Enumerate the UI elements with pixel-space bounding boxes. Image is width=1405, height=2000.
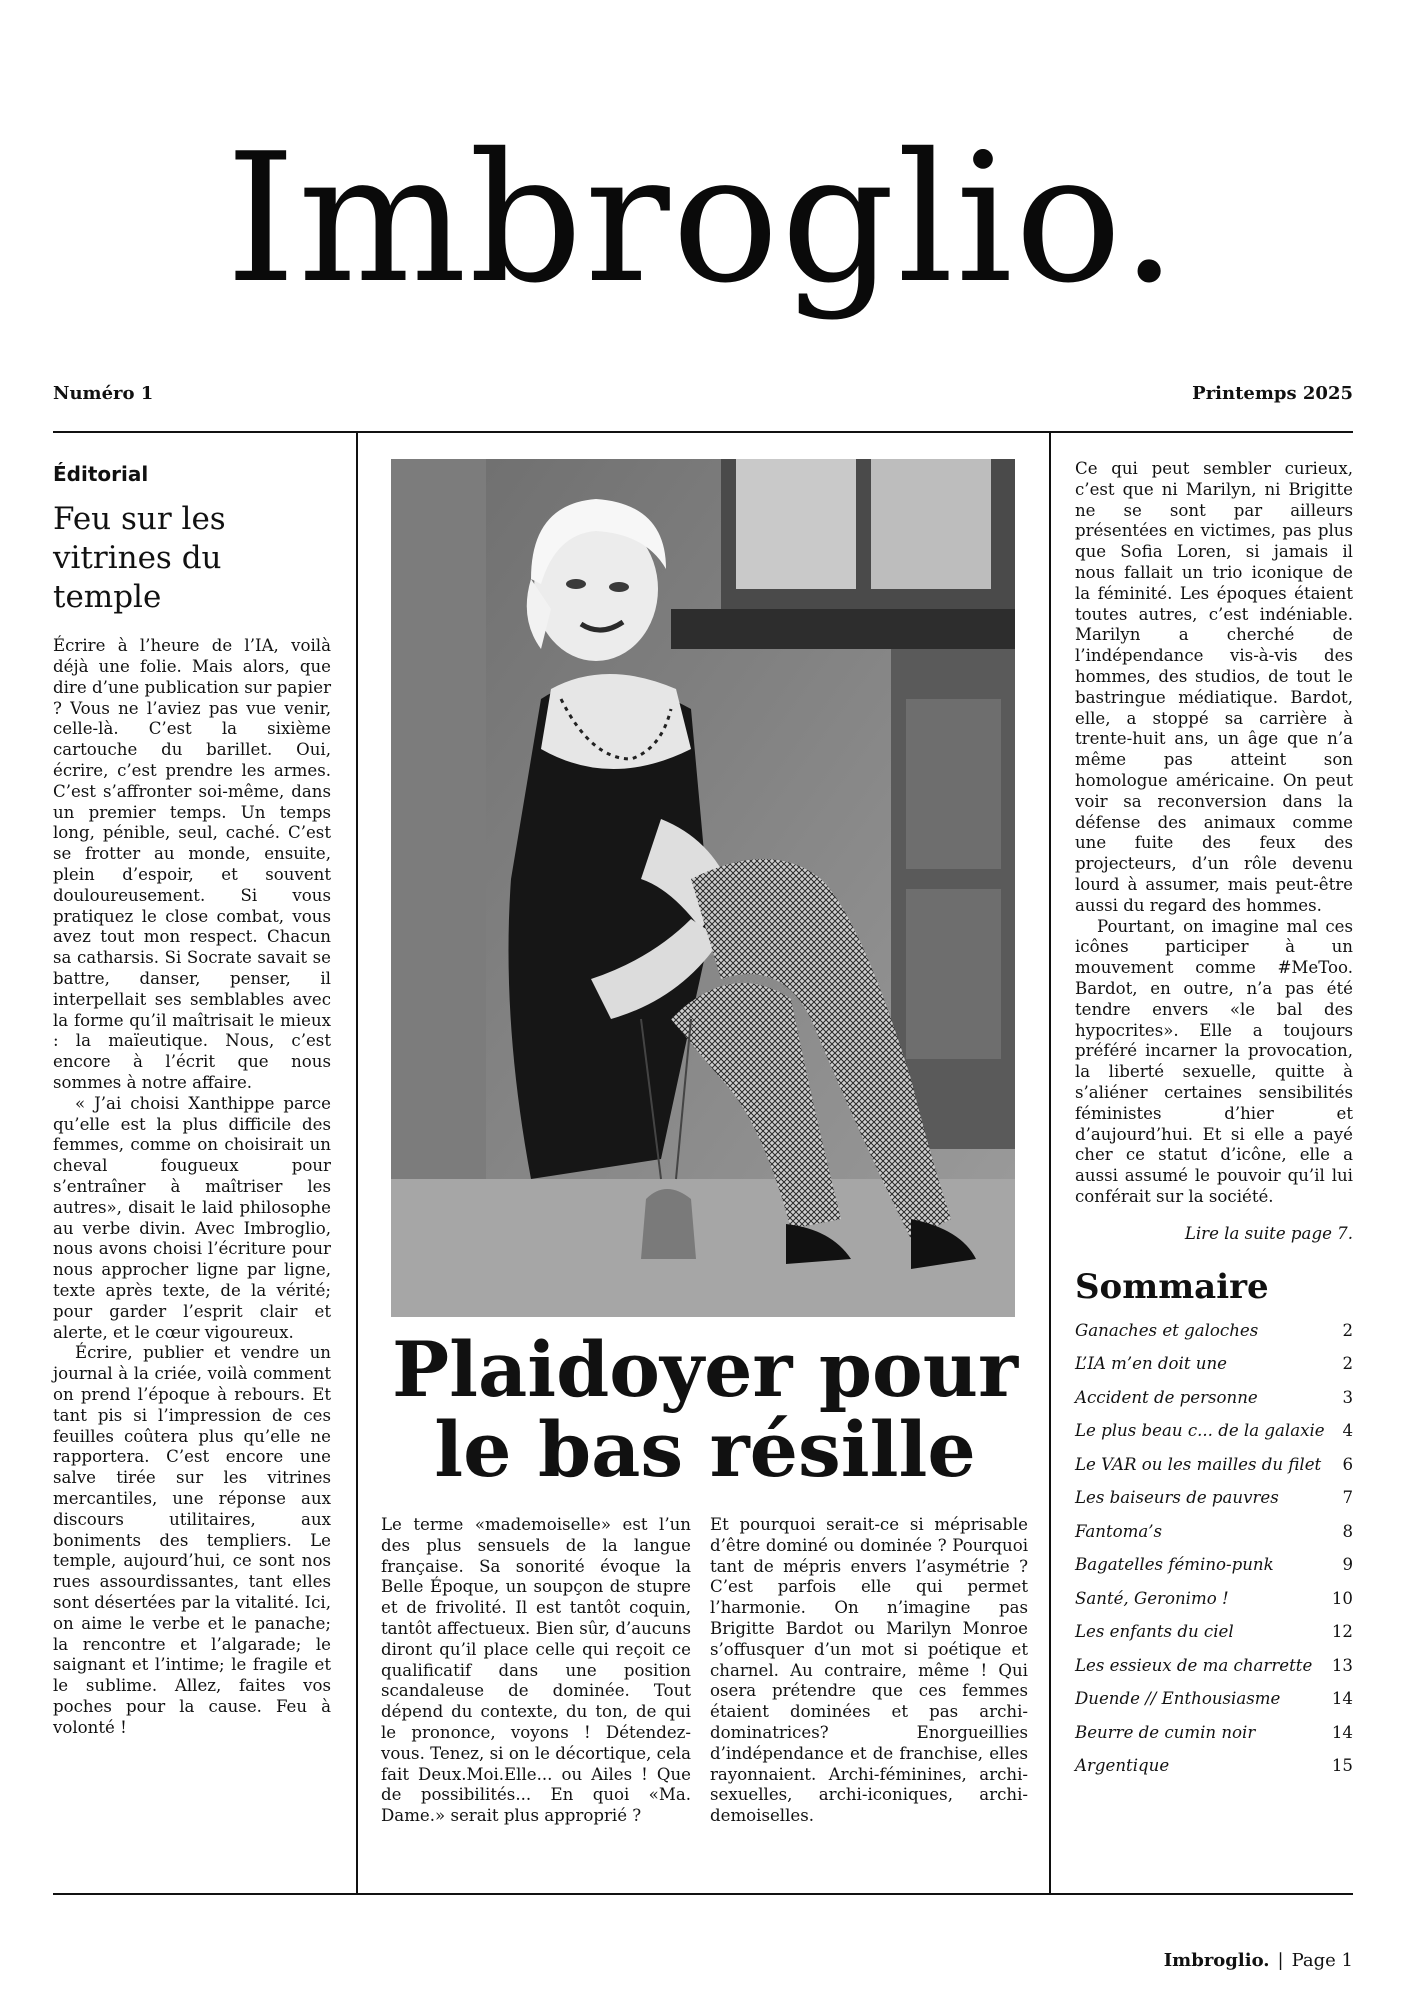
feature-paragraph: Ce qui peut sembler curieux, c’est que ni Marilyn, ni Brigitte ne se sont par ailleurs présentées en victimes, pas plus que Sofia Loren, si jamais il nous fallait un trio iconique de la féminité. Les époques étaient toutes autres, c’est indéniable. Marilyn a cherché de l’indépendance vis-à-vis des hommes, des studios, de tout le bastringue médiatique. Bardot, elle, a stoppé sa carrière à trente-huit ans, un âge que n’a même pas atteint son homologue américaine. On peut voir sa reconversion dans la défense des animaux comme une fuite des feux des projecteurs, d’un rôle devenu lourd à assumer, mais peut-être aussi du regard des hommes. <box>1075 459 1353 915</box>
toc-item[interactable] <box>1075 1388 1353 1422</box>
toc-item-page: 14 <box>1331 1722 1353 1742</box>
feature-column-3 <box>1075 459 1353 1208</box>
editorial-paragraph: « J’ai choisi Xanthippe parce qu’elle est la plus difficile des femmes, comme on choisirait un cheval fougueux pour s’entraîner à maîtriser les autres», disait le laid philosophe au verbe divin. Avec Imbroglio, nous avons choisi l’écriture pour nous approcher ligne par ligne, texte après texte, de la vérité; pour garder l’esprit clair et alerte, et le cœur vigoureux. <box>53 1093 331 1342</box>
toc-item-title: Le VAR ou les mailles du filet <box>1075 1454 1322 1474</box>
toc-item-title: Santé, Geronimo ! <box>1075 1588 1229 1608</box>
toc-item[interactable] <box>1075 1321 1353 1355</box>
toc-item-page: 10 <box>1331 1588 1353 1608</box>
toc-item-title: Accident de personne <box>1075 1387 1258 1407</box>
issue-number: Numéro 1 <box>53 383 154 404</box>
feature-paragraph: Et pourquoi serait-ce si méprisable d’être dominé ou dominée ? Pourquoi tant de mépris envers l’asymétrie ? C’est parfois elle qui permet l’harmonie. On n’imagine pas Brigitte Bardot ou Marilyn Monroe s’offusquer d’un mot si poétique et charnel. Au contraire, même ! Qui osera prétendre que ces femmes étaient dominées et pas archi-dominatrices? Enorgueillies d’indépendance et de franchise, elles rayonnaient. Archi-féminines, archi-sexuelles, archi-iconiques, archi-demoiselles. <box>710 1515 1028 1826</box>
toc-item-page: 12 <box>1331 1622 1353 1642</box>
toc-item-page: 4 <box>1342 1421 1353 1441</box>
toc-item-title: L’IA m’en doit une <box>1075 1354 1227 1374</box>
right-column <box>1075 459 1353 1790</box>
toc-item-page: 14 <box>1331 1689 1353 1709</box>
toc-item[interactable] <box>1075 1555 1353 1589</box>
feature-paragraph: Pourtant, on imagine mal ces icônes participer à un mouvement comme #MeToo. Bardot, en outre, n’a pas été tendre envers «le bal des hypocrites». Elle a toujours préféré incarner la provocation, la liberté sexuelle, quitte à s’aliéner certaines sensibilités féministes d’hier et d’aujourd’hui. Et si elle a payé cher ce statut d’icône, elle a aussi assumé le pouvoir qu’il lui conférait sur la société. <box>1075 916 1353 1206</box>
toc-item[interactable] <box>1075 1689 1353 1723</box>
column-divider-right <box>1049 432 1051 1893</box>
toc-item-page: 7 <box>1342 1488 1353 1508</box>
toc-item[interactable] <box>1075 1421 1353 1455</box>
toc-item-title: Argentique <box>1075 1756 1170 1776</box>
masthead-title: Imbroglio. <box>225 115 1180 322</box>
toc-item-title: Les essieux de ma charrette <box>1075 1655 1313 1675</box>
table-of-contents <box>1075 1321 1353 1790</box>
toc-item-page: 8 <box>1342 1521 1353 1541</box>
toc-item[interactable] <box>1075 1723 1353 1757</box>
footer-separator: | <box>1277 1950 1284 1971</box>
editorial-paragraph: Écrire, publier et vendre un journal à la criée, voilà comment on prend l’époque à rebours. Et tant pis si l’impression de ces feuilles coûtera plus qu’elle ne rapportera. C’est encore une salve tirée sur les vitrines mercantiles, une réponse aux discours utilitaires, aux boniments des templiers. Le temple, aujourd’hui, ce sont nos rues assourdissantes, tant elles sont désertées par la vitalité. Ici, on aime le verbe et le panache; la rencontre et l’algarade; le saignant et l’intime; le fragile et le sublime. Allez, faites vos poches pour la cause. Feu à volonté ! <box>53 1343 331 1737</box>
toc-item-title: Les baiseurs de pauvres <box>1075 1488 1279 1508</box>
toc-item[interactable] <box>1075 1622 1353 1656</box>
feature-column-2 <box>710 1515 1028 1827</box>
feature-paragraph: Le terme «mademoiselle» est l’un des plus sensuels de la langue française. Sa sonorité évoque la Belle Époque, un soupçon de stupre et de frivolité. Il est tantôt coquin, tantôt affectueux. Bien sûr, d’aucuns diront qu’il place celle qui reçoit ce qualificatif dans une position scandaleuse de dominée. Tout dépend du contexte, du ton, de qui le prononce, voyons ! Détendez-vous. Tenez, si on le décortique, cela fait Deux.Moi.Elle... ou Ailes ! Que de possibilités... En quoi «Ma. Dame.» serait plus approprié ? <box>381 1515 691 1826</box>
toc-item-page: 9 <box>1342 1555 1353 1575</box>
column-divider-left <box>356 432 358 1893</box>
toc-item-page: 2 <box>1342 1320 1353 1340</box>
toc-item-page: 2 <box>1342 1354 1353 1374</box>
toc-item-page: 15 <box>1331 1756 1353 1776</box>
toc-item[interactable] <box>1075 1488 1353 1522</box>
toc-item[interactable] <box>1075 1522 1353 1556</box>
toc-title: Sommaire <box>1075 1266 1269 1307</box>
toc-item-page: 13 <box>1331 1655 1353 1675</box>
toc-item-title: Le plus beau c... de la galaxie <box>1075 1421 1325 1441</box>
issue-season: Printemps 2025 <box>1192 383 1353 404</box>
continue-link[interactable]: Lire la suite page 7. <box>1184 1223 1353 1243</box>
footer-brand: Imbroglio. <box>1163 1950 1270 1971</box>
toc-item-page: 3 <box>1342 1387 1353 1407</box>
top-rule <box>53 431 1353 433</box>
toc-item[interactable] <box>1075 1656 1353 1690</box>
toc-item-title: Fantoma’s <box>1075 1521 1163 1541</box>
portrait-photo-icon <box>391 459 1015 1317</box>
portrait-photo <box>391 459 1015 1317</box>
toc-item[interactable] <box>1075 1589 1353 1623</box>
toc-item-title: Les enfants du ciel <box>1075 1622 1234 1642</box>
toc-item-title: Beurre de cumin noir <box>1075 1722 1256 1742</box>
toc-item[interactable] <box>1075 1354 1353 1388</box>
bottom-rule <box>53 1893 1353 1895</box>
toc-item-title: Ganaches et galoches <box>1075 1320 1259 1340</box>
editorial-body <box>53 636 331 1738</box>
toc-item-title: Bagatelles fémino-punk <box>1075 1555 1274 1575</box>
editorial-paragraph: Écrire à l’heure de l’IA, voilà déjà une folie. Mais alors, que dire d’une publication sur papier ? Vous ne l’aviez pas vue venir, celle-là. C’est la sixième cartouche du barillet. Oui, écrire, c’est prendre les armes. C’est s’affronter soi-même, dans un premier temps. Un temps long, pénible, seul, caché. C’est se frotter au monde, ensuite, plein d’espoir, et souvent douloureusement. Si vous pratiquez le close combat, vous avez tout mon respect. Chacun sa catharsis. Si Socrate savait se battre, danser, penser, il interpellait ses semblables avec la forme qu’il maîtrisait le mieux : la maïeutique. Nous, c’est encore à l’écrit que nous sommes à notre affaire. <box>53 636 331 1092</box>
toc-item[interactable] <box>1075 1455 1353 1489</box>
editorial-column <box>53 462 331 1738</box>
feature-column-1 <box>381 1515 691 1827</box>
toc-item[interactable] <box>1075 1756 1353 1790</box>
feature-headline: Plaidoyer pour le bas résille <box>391 1325 1019 1494</box>
footer-page-number: Page 1 <box>1291 1950 1353 1971</box>
page-footer <box>1164 1950 1353 1971</box>
editorial-title: Feu sur les vitrines du temple <box>53 501 226 615</box>
toc-item-page: 6 <box>1342 1454 1353 1474</box>
section-label: Éditorial <box>53 462 149 486</box>
toc-item-title: Duende // Enthousiasme <box>1075 1689 1281 1709</box>
